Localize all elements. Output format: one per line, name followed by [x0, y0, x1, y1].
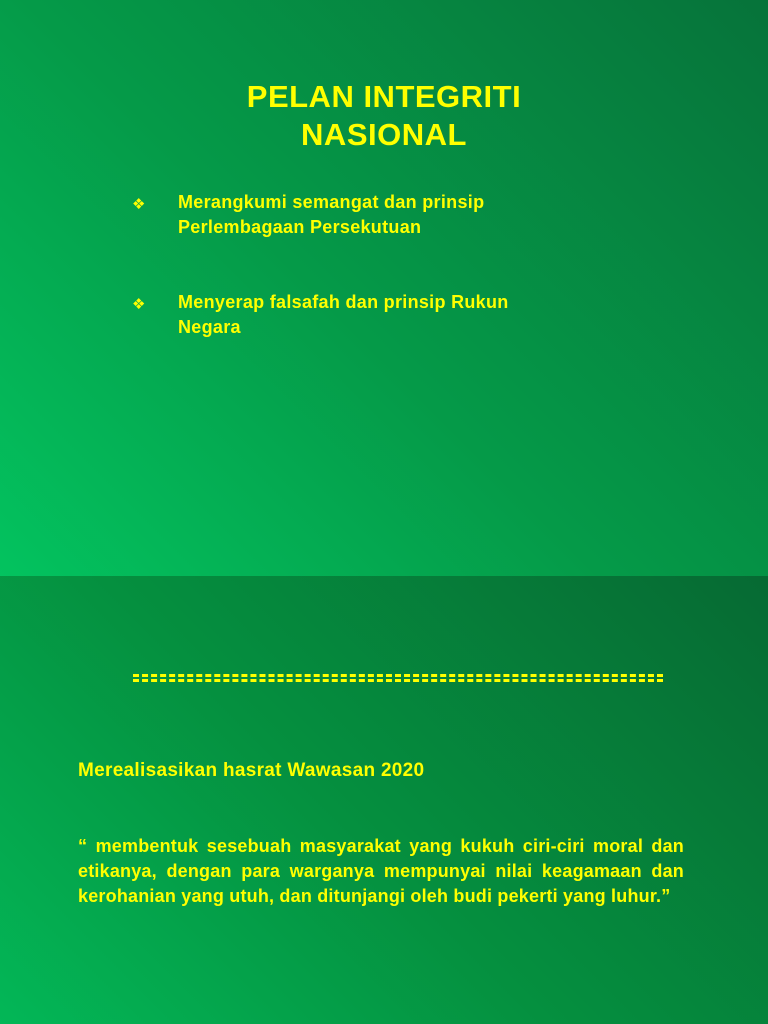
- bullet-text: [178, 190, 484, 240]
- bullet-text: [178, 290, 509, 340]
- dashed-divider: [133, 674, 663, 682]
- bullet-item: [130, 290, 650, 340]
- bullet-text-line: Negara: [178, 317, 241, 337]
- slide-title: [0, 78, 768, 154]
- diamond-bullet-icon: ❖: [132, 196, 146, 213]
- quote-paragraph: “ membentuk sesebuah masyarakat yang kukuh ciri-ciri moral dan etikanya, dengan para warganya mempunyai nilai keagamaan dan kerohanian yang utuh, dan ditunjangi oleh budi pekerti yang luhur.”: [78, 836, 684, 906]
- title-line-2: NASIONAL: [301, 117, 467, 152]
- title-line-1: PELAN INTEGRITI: [246, 79, 522, 114]
- bullet-text-line: Menyerap falsafah dan prinsip Rukun: [178, 292, 509, 312]
- bullet-item: [130, 190, 650, 240]
- slide-wawasan-2020: [0, 576, 768, 1024]
- bullet-text-line: Merangkumi semangat dan prinsip: [178, 192, 485, 212]
- diamond-bullet-icon: ❖: [132, 296, 146, 313]
- subheading: Merealisasikan hasrat Wawasan 2020: [78, 760, 425, 781]
- bullet-text-line: Perlembagaan Persekutuan: [178, 217, 422, 237]
